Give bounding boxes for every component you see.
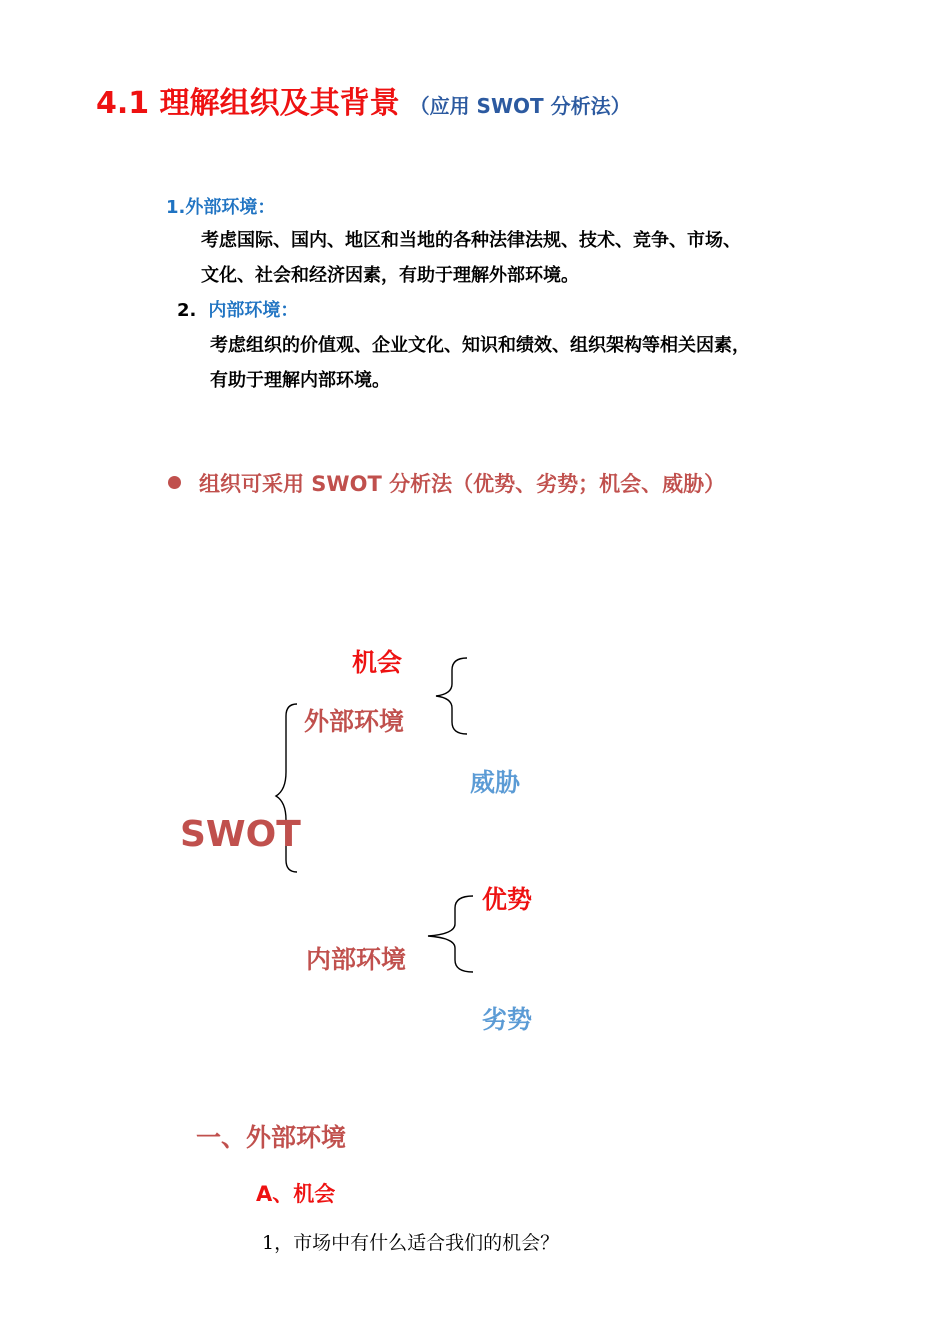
diagram-weakness: 劣势	[482, 1005, 533, 1034]
diagram-external: 外部环境	[304, 707, 405, 736]
diagram-swot-root: SWOT	[180, 814, 301, 855]
external-label: 1.外部环境：	[166, 197, 276, 218]
external-line-1: 考虑国际、国内、地区和当地的各种法律法规、技术、竞争、市场、	[201, 230, 741, 251]
internal-label: 内部环境：	[208, 300, 299, 321]
internal-line-1: 考虑组织的价值观、企业文化、知识和绩效、组织架构等相关因素，	[210, 335, 750, 356]
internal-number: 2.	[177, 300, 197, 321]
swot-bullet-text: 组织可采用 SWOT 分析法（优势、劣势；机会、威胁）	[199, 472, 726, 496]
diagram-internal: 内部环境	[306, 945, 407, 974]
page-title-sub: （应用 SWOT 分析法）	[409, 94, 631, 118]
external-line-2: 文化、社会和经济因素，有助于理解外部环境。	[201, 265, 579, 286]
internal-brace	[428, 896, 473, 972]
page-title-main: 4.1 理解组织及其背景	[96, 86, 400, 121]
diagram-opportunity: 机会	[352, 648, 403, 677]
external-brace	[436, 658, 467, 734]
section-heading-external: 一、外部环境	[196, 1123, 347, 1152]
diagram-strength: 优势	[482, 885, 533, 914]
diagram-threat: 威胁	[470, 768, 521, 797]
question-1: 1，市场中有什么适合我们的机会？	[262, 1232, 560, 1254]
subsection-heading-opportunity: A、机会	[256, 1182, 336, 1206]
internal-line-2: 有助于理解内部环境。	[210, 370, 390, 391]
